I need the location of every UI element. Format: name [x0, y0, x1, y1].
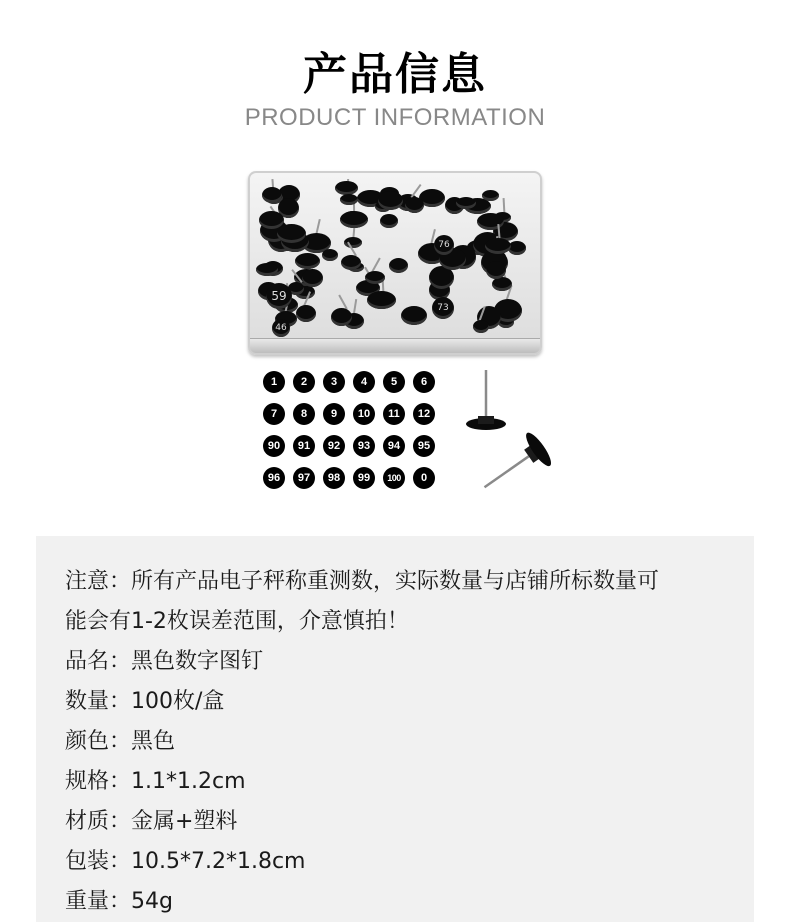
page-subtitle: PRODUCT INFORMATION — [244, 104, 546, 131]
pushpin — [477, 213, 504, 230]
notice-line-2: 能会有1-2枚误差范围，介意慎拍！ — [65, 609, 409, 634]
numbered-pushpin: 46 — [272, 319, 290, 337]
pushpin — [486, 261, 506, 279]
number-dot: 96 — [263, 467, 285, 489]
number-dot: 9 — [323, 403, 345, 425]
number-dot: 94 — [383, 435, 405, 457]
pushpin — [380, 214, 398, 228]
pushpin-illustration — [462, 366, 562, 490]
number-dot: 11 — [383, 403, 405, 425]
pushpin — [378, 191, 403, 210]
product-color: 颜色：黑色 — [65, 729, 176, 754]
pushpin — [508, 241, 526, 255]
pushpin — [277, 224, 306, 243]
number-dot: 90 — [263, 435, 285, 457]
number-dot: 3 — [323, 371, 345, 393]
pushpin — [262, 187, 282, 203]
number-dot: 5 — [383, 371, 405, 393]
box-lid — [250, 338, 540, 353]
pushpin — [340, 211, 368, 228]
pushpin — [389, 258, 408, 273]
number-dot: 2 — [293, 371, 315, 393]
pushpin — [473, 320, 489, 333]
product-quantity: 数量：100枚/盒 — [65, 689, 225, 714]
pushpin — [331, 308, 352, 326]
numbered-pushpin: 76 — [434, 235, 454, 255]
product-box-image — [248, 171, 542, 355]
product-material: 材质：金属+塑料 — [65, 809, 238, 834]
number-dot: 100 — [383, 467, 405, 489]
pushpin — [485, 238, 511, 254]
number-dot: 7 — [263, 403, 285, 425]
pushpin — [295, 253, 320, 269]
pushpin — [340, 194, 358, 205]
number-dot: 99 — [353, 467, 375, 489]
number-chart — [263, 371, 443, 491]
number-dot: 8 — [293, 403, 315, 425]
number-dot: 1 — [263, 371, 285, 393]
pushpin — [405, 197, 424, 213]
number-dot: 10 — [353, 403, 375, 425]
pin-angled — [473, 430, 555, 490]
number-dot: 98 — [323, 467, 345, 489]
pushpin — [365, 271, 385, 284]
number-dot: 6 — [413, 371, 435, 393]
product-spec: 规格：1.1*1.2cm — [65, 769, 246, 794]
number-dot: 95 — [413, 435, 435, 457]
product-name: 品名：黑色数字图钉 — [65, 649, 264, 674]
pushpin — [456, 197, 476, 209]
product-weight: 重量：54g — [65, 889, 173, 914]
numbered-pushpin: 59 — [266, 283, 292, 309]
notice-line-1: 注意：所有产品电子秤称重测数，实际数量与店铺所标数量可 — [65, 569, 660, 594]
pushpin-pile — [256, 179, 534, 343]
pushpin — [482, 190, 499, 201]
pushpin — [302, 269, 323, 287]
product-info-panel — [36, 536, 754, 922]
number-dot: 91 — [293, 435, 315, 457]
product-package: 包装：10.5*7.2*1.8cm — [65, 849, 306, 874]
number-dot: 4 — [353, 371, 375, 393]
number-dot: 93 — [353, 435, 375, 457]
number-dot: 97 — [293, 467, 315, 489]
pushpin — [296, 305, 316, 322]
number-dot: 92 — [323, 435, 345, 457]
number-dot: 12 — [413, 403, 435, 425]
pushpin — [256, 263, 278, 276]
pushpin — [335, 181, 358, 195]
page-title: 产品信息 — [303, 49, 487, 100]
number-dot: 0 — [413, 467, 435, 489]
pushpin — [322, 249, 338, 261]
pushpin — [492, 277, 512, 291]
pushpin — [401, 306, 427, 325]
pushpin — [367, 291, 396, 309]
pushpin — [341, 255, 361, 270]
numbered-pushpin: 73 — [432, 297, 454, 319]
